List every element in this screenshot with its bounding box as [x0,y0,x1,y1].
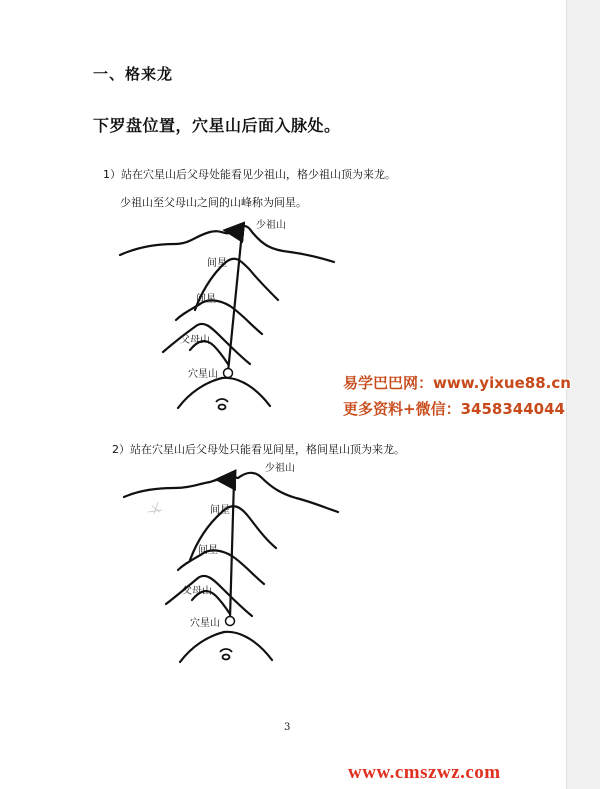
case2-paragraph: 2）站在穴星山后父母处只能看见间星，格间星山顶为来龙。 [112,443,405,456]
label-jianxing-2-2: 间星 [198,545,218,556]
xue-point-2 [226,617,235,626]
watermark-footer: www.cmszwz.com [348,762,501,783]
label-jianxing-2-1: 间星 [210,505,230,516]
compass-icon-2 [220,649,232,660]
label-xuexing: 穴星山 [188,369,218,380]
xuexing-ridge-2 [180,632,272,662]
section-subheading: 下罗盘位置，穴星山后面入脉处。 [93,116,341,135]
label-shaozu: 少祖山 [256,220,286,231]
page-number: 3 [284,722,291,733]
section-heading: 一、格来龙 [93,65,174,83]
case1-paragraph: 1）站在穴星山后父母处能看见少祖山，格少祖山顶为来龙。 [103,168,396,181]
scan-smudge [148,502,162,514]
label-jianxing-1: 间星 [207,258,227,269]
label-xuexing-2: 穴星山 [190,618,220,629]
watermark-site: 易学巴巴网：www.yixue88.cn [343,374,571,392]
label-fumu-2: 父母山 [182,586,212,597]
case1-paragraph-2: 少祖山至父母山之间的山峰称为间星。 [120,196,307,209]
label-shaozu-2: 少祖山 [265,463,295,474]
label-jianxing-2: 间星 [196,294,216,305]
watermark-contact: 更多资料+微信：3458344044 [343,400,565,418]
label-fumu: 父母山 [180,335,210,346]
